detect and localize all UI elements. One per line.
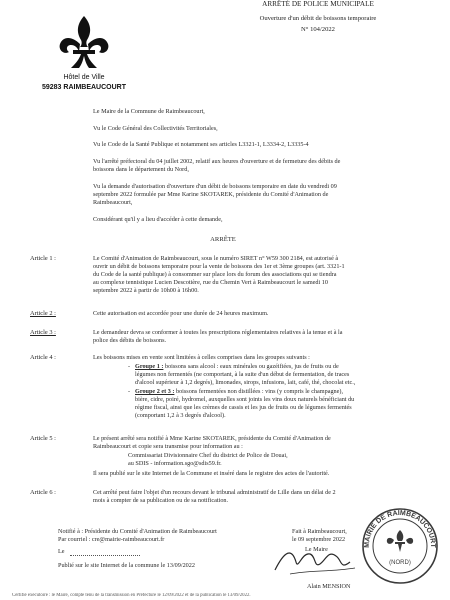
notification-email: Par courriel : cre@mairie-raimbeaucourt.fr	[58, 536, 165, 543]
preamble-vu-csp: Vu le Code de la Santé Publique et notamment ses articles L3321-1, L3334-2, L3335-4	[93, 141, 309, 148]
article-5-label: Article 5 :	[30, 435, 56, 442]
article-5-recipient: Commissariat Divisionnaire Chef du district de Police de Douai,	[128, 452, 288, 459]
article-2-line: Cette autorisation est accordée pour une durée de 24 heures maximum.	[93, 310, 269, 317]
article-5-line: Le présent arrêté sera notifié à Mme Karine SKOTAREK, présidente du Comité d'Animation de	[93, 435, 331, 442]
article-5-tail: Il sera publié sur le site Internet de la Commune et inséré dans le registre des actes de l'autorité.	[93, 470, 330, 477]
article-5-recipient: au SDIS - information.sgo@sdis59.fr.	[128, 460, 222, 467]
group-1-line: légumes non fermentés (ne comportant, à la suite d'un début de fermentation, de traces	[135, 371, 350, 378]
preamble-vu-arrete-1: Vu l'arrêté préfectoral du 04 juillet 2002, relatif aux heures d'ouverture et de fermeture des débits de	[93, 158, 341, 165]
notification-date-line	[70, 555, 140, 556]
article-6-label: Article 6 :	[30, 489, 56, 496]
article-5-line: Raimbeaucourt et copie sera transmise pour information au :	[93, 443, 243, 450]
city-address: 59283 RAIMBEAUCOURT	[41, 84, 127, 91]
notification-recipient: Notifié à : Présidente du Comité d'Animation de Raimbeaucourt	[58, 528, 217, 535]
footer-note: Certifié exécutoire : le Maire, compte tenu de la transmission en Préfecture le 12/09/2022 et de la publication le 13/09/2022.	[12, 593, 251, 598]
article-6-line: mois à compter de sa publication ou de sa notification.	[93, 497, 229, 504]
document-subtitle: Ouverture d'un débit de boissons temporaire	[259, 15, 377, 22]
city-hall-name: Hôtel de Ville	[63, 74, 105, 81]
group-2-line: bière, cidre, poiré, hydromel, auxquelles sont joints les vins doux naturels bénéficiant du	[135, 396, 355, 403]
group-1-title: Groupe 1 :	[135, 363, 164, 370]
group-2-line: boissons fermentées non distillées : vins (y compris le champagne),	[175, 388, 343, 395]
group-2-line: (comportant 1,2 à 3 degrés d'alcool).	[135, 412, 226, 419]
article-1-line: au complexe tennistique Lucien Descotière, rue du Chemin Vert à Raimbeaucourt le samedi 10	[93, 279, 328, 286]
mairie-stamp	[360, 506, 440, 586]
handwritten-signature	[270, 540, 360, 580]
article-1-line: septembre 2022 à partir de 10h00 à 16h00.	[93, 287, 199, 294]
preamble-author: Le Maire de la Commune de Raimbeaucourt,	[93, 108, 205, 115]
preamble-vu-demande-1: Vu la demande d'autorisation d'ouverture d'un débit de boissons temporaire en date du vendredi 09	[93, 183, 337, 190]
article-3-line: police des débits de boissons.	[93, 337, 167, 344]
bullet-dot: -	[128, 363, 131, 370]
article-1-line: ouvrir un débit de boissons temporaire pour la vente de boissons des 1er et 3ème groupes (art. 3321-1	[93, 263, 345, 270]
notification-date: Le	[58, 548, 65, 555]
preamble-considerant: Considérant qu'il y a lieu d'accéder à cette demande,	[93, 216, 223, 223]
stamp-text: MAIRIE DE RAIMBEAUCOURT	[363, 509, 437, 548]
article-3-label: Article 3 :	[30, 329, 56, 336]
arrete-heading: ARRÊTE	[210, 236, 236, 243]
signatory-name: Alain MENSION	[307, 583, 351, 590]
fleur-de-lis-logo	[55, 14, 113, 72]
preamble-vu-demande-3: Raimbeaucourt,	[93, 199, 133, 206]
preamble-vu-demande-2: septembre 2022 formulée par Mme Karine SKOTAREK, présidente du Comité d'Animation de	[93, 191, 329, 198]
preamble-vu-arrete-2: boissons dans le département du Nord,	[93, 166, 189, 173]
signature-place: Fait à Raimbeaucourt,	[292, 528, 347, 535]
stamp-dept: (NORD)	[389, 560, 411, 566]
document-title: ARRÊTÉ DE POLICE MUNICIPALE	[262, 0, 374, 8]
article-4-intro: Les boissons mises en vente sont limitées à celles comprises dans les groupes suivants :	[93, 354, 310, 361]
document-number: N° 104/2022	[301, 26, 335, 33]
article-2-label: Article 2 :	[30, 310, 56, 317]
article-1-line: Le Comité d'Animation de Raimbeaucourt, sous le numéro SIRET n° W59 300 2184, est autorisé à	[93, 255, 339, 262]
group-1-line: boissons sans alcool : eaux minérales ou gazéifiées, jus de fruits ou de	[164, 363, 339, 370]
article-1-label: Article 1 :	[30, 255, 56, 262]
preamble-vu-cgct: Vu le Code Général des Collectivités Territoriales,	[93, 125, 218, 132]
article-4-label: Article 4 :	[30, 354, 56, 361]
group-1-line: d'alcool supérieur à 1,2 degrés), limonades, sirops, infusions, lait, café, thé, chocolat etc.,	[135, 379, 356, 386]
signature-role: Le Maire	[305, 546, 328, 553]
article-6-line: Cet arrêté peut faire l'objet d'un recours devant le tribunal administratif de Lille dans un délai de 2	[93, 489, 336, 496]
publication-note: Publié sur le site Internet de la commune le 13/09/2022	[58, 562, 195, 569]
group-2-line: régime fiscal, ainsi que les crèmes de cassis et les jus de fruits ou de légumes fermentés	[135, 404, 352, 411]
group-2-title: Groupe 2 et 3 :	[135, 388, 175, 395]
signature-date: le 09 septembre 2022	[292, 536, 346, 543]
article-1-line: du Code de la santé publique) à consommer sur place lors du forum des associations qui se tiendra	[93, 271, 337, 278]
bullet-dot: -	[128, 388, 131, 395]
article-3-line: Le demandeur devra se conformer à toutes les prescriptions réglementaires relatives à la tenue et à la	[93, 329, 343, 336]
